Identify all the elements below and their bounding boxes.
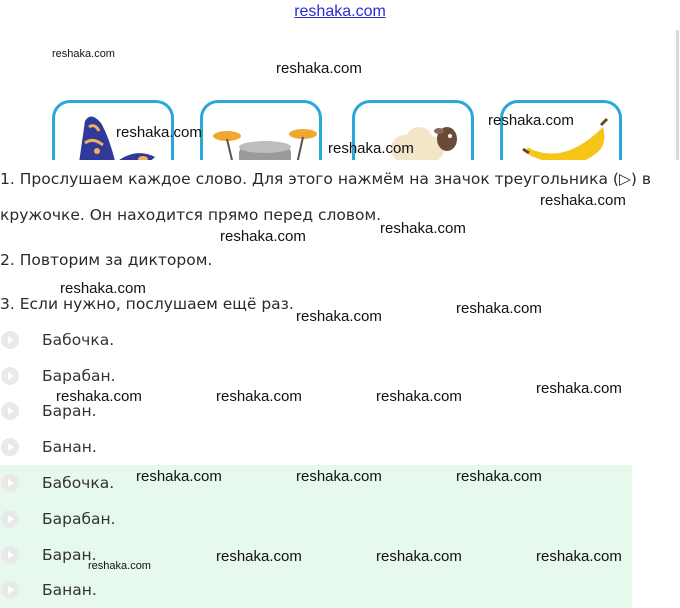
watermark: reshaka.com <box>220 228 306 245</box>
word-label: Бабочка. <box>42 331 115 349</box>
watermark: reshaka.com <box>216 388 302 405</box>
instruction-2: 2. Повторим за диктором. <box>0 251 213 269</box>
word-label: Бабочка. <box>42 474 115 492</box>
watermark: reshaka.com <box>116 124 202 141</box>
watermark: reshaka.com <box>540 192 626 209</box>
watermark: reshaka.com <box>296 308 382 325</box>
word-label: Банан. <box>42 581 97 599</box>
watermark: reshaka.com <box>276 60 362 77</box>
watermark: reshaka.com <box>456 468 542 485</box>
watermark: reshaka.com <box>376 548 462 565</box>
play-icon[interactable] <box>1 510 19 528</box>
repeat-row-drum <box>0 505 632 535</box>
watermark: reshaka.com <box>380 220 466 237</box>
watermark: reshaka.com <box>136 468 222 485</box>
instruction-1-cont: кружочке. Он находится прямо перед словом. <box>0 206 382 224</box>
repeat-row-banana <box>0 576 632 606</box>
word-label: Баран. <box>42 546 97 564</box>
watermark: reshaka.com <box>60 280 146 297</box>
play-icon[interactable] <box>1 402 19 420</box>
play-icon[interactable] <box>1 581 19 599</box>
word-label: Банан. <box>42 438 97 456</box>
watermark: reshaka.com <box>296 468 382 485</box>
instruction-3: 3. Если нужно, послушаем ещё раз. <box>0 295 294 313</box>
instruction-1: 1. Прослушаем каждое слово. Для этого нажмём на значок треугольника (▷) в <box>0 170 651 188</box>
play-icon[interactable] <box>1 438 19 456</box>
watermark: reshaka.com <box>536 380 622 397</box>
word-row-banana <box>0 433 632 463</box>
play-icon[interactable] <box>1 331 19 349</box>
play-icon[interactable] <box>1 367 19 385</box>
word-label: Баран. <box>42 402 97 420</box>
watermark: reshaka.com <box>488 112 574 129</box>
watermark: reshaka.com <box>88 560 151 572</box>
watermark: reshaka.com <box>52 48 115 60</box>
watermark: reshaka.com <box>376 388 462 405</box>
watermark: reshaka.com <box>56 388 142 405</box>
word-row-butterfly <box>0 326 632 356</box>
watermark: reshaka.com <box>456 300 542 317</box>
watermark: reshaka.com <box>216 548 302 565</box>
play-icon[interactable] <box>1 474 19 492</box>
word-label: Барабан. <box>42 367 116 385</box>
play-icon[interactable] <box>1 546 19 564</box>
word-label: Барабан. <box>42 510 116 528</box>
watermark: reshaka.com <box>536 548 622 565</box>
watermark: reshaka.com <box>328 140 414 157</box>
site-header-link[interactable]: reshaka.com <box>294 3 386 20</box>
